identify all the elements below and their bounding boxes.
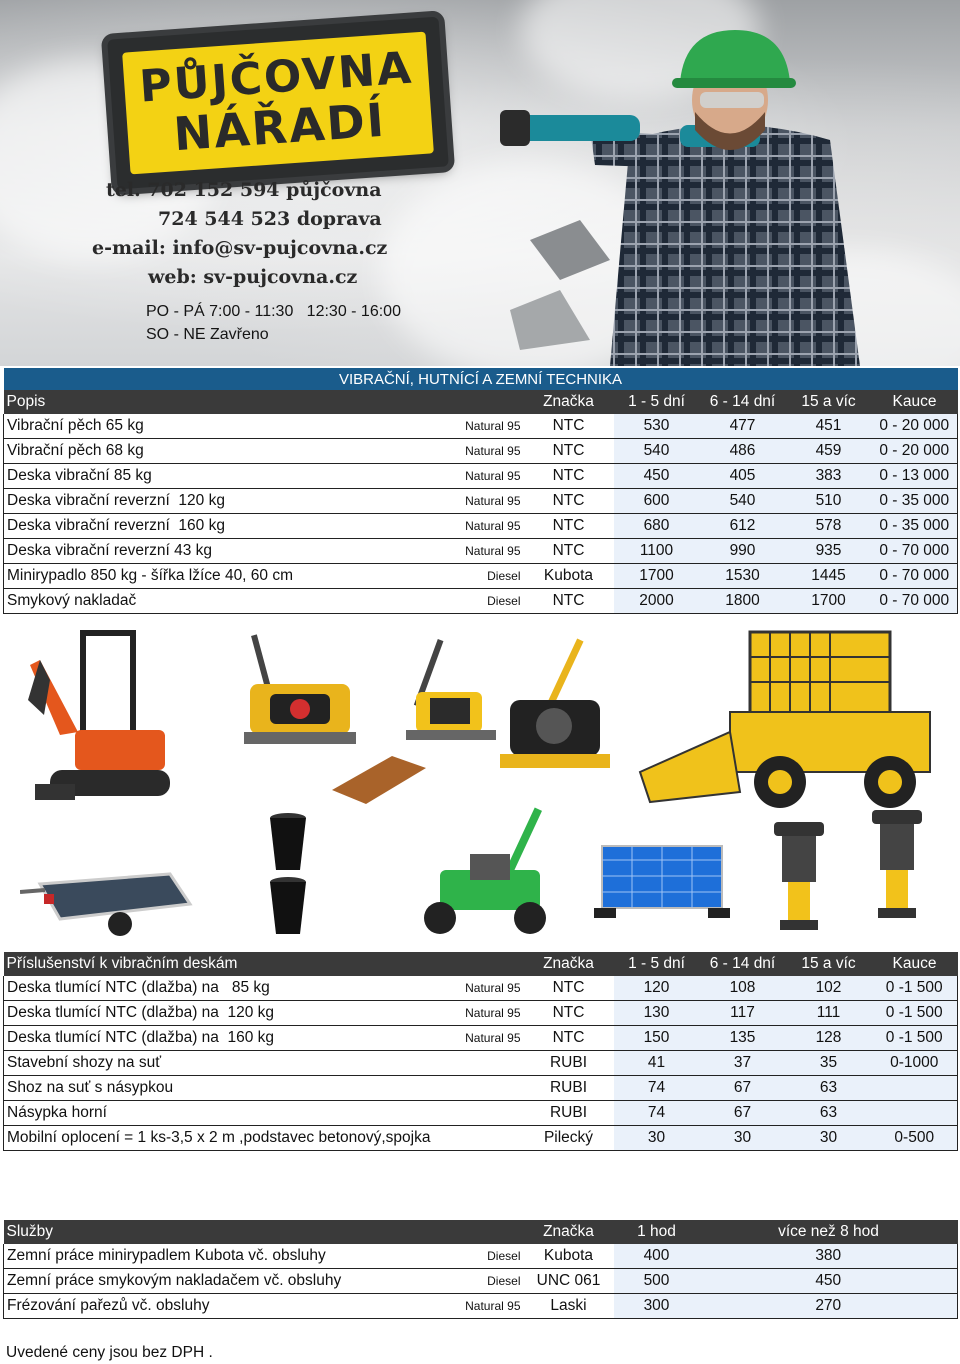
price-15plus: 383 bbox=[786, 464, 872, 489]
table-header bbox=[4, 1220, 958, 1244]
brand: NTC bbox=[524, 514, 614, 539]
brand: NTC bbox=[524, 976, 614, 1001]
brand: NTC bbox=[524, 414, 614, 439]
mini-excavator-image bbox=[20, 620, 180, 816]
service-description: Frézování pařezů vč. obsluhy bbox=[4, 1294, 444, 1319]
table-row bbox=[4, 1001, 958, 1026]
phone-delivery: 724 544 523 doprava bbox=[158, 208, 382, 230]
fuel-type: Natural 95 bbox=[444, 1026, 524, 1051]
col-header: 6 - 14 dní bbox=[700, 952, 786, 976]
fuel-type: Natural 95 bbox=[444, 464, 524, 489]
fuel-type: Diesel bbox=[444, 589, 524, 614]
col-header: 1 - 5 dní bbox=[614, 952, 700, 976]
price-6-14: 30 bbox=[700, 1126, 786, 1151]
price-6-14: 990 bbox=[700, 539, 786, 564]
price-1-5: 2000 bbox=[614, 589, 700, 614]
item-description: Stavební shozy na suť bbox=[4, 1051, 444, 1076]
price-1-5: 530 bbox=[614, 414, 700, 439]
col-header: Značka bbox=[524, 952, 614, 976]
table-row bbox=[4, 1101, 958, 1126]
fuel-type: Diesel bbox=[444, 1269, 524, 1294]
price-1-5: 41 bbox=[614, 1051, 700, 1076]
price-6-14: 1800 bbox=[700, 589, 786, 614]
fuel-type: Natural 95 bbox=[444, 489, 524, 514]
deposit: 0 - 20 000 bbox=[872, 414, 958, 439]
table-row bbox=[4, 1126, 958, 1151]
deposit: 0 -1 500 bbox=[872, 976, 958, 1001]
deposit: 0-1000 bbox=[872, 1051, 958, 1076]
fuel-type: Natural 95 bbox=[444, 976, 524, 1001]
brand: RUBI bbox=[524, 1076, 614, 1101]
price-15plus: 1700 bbox=[786, 589, 872, 614]
price-15plus: 35 bbox=[786, 1051, 872, 1076]
price-1-5: 1100 bbox=[614, 539, 700, 564]
fuel-type: Diesel bbox=[444, 564, 524, 589]
price-6-14: 486 bbox=[700, 439, 786, 464]
section-band bbox=[4, 368, 958, 390]
item-description: Násypka horní bbox=[4, 1101, 444, 1126]
price-15plus: 451 bbox=[786, 414, 872, 439]
price-15plus: 128 bbox=[786, 1026, 872, 1051]
price-6-14: 67 bbox=[700, 1076, 786, 1101]
brand: NTC bbox=[524, 439, 614, 464]
fuel-type: Diesel bbox=[444, 1244, 524, 1269]
col-header: Popis bbox=[4, 390, 444, 414]
price-15plus: 1445 bbox=[786, 564, 872, 589]
table-row bbox=[4, 1294, 958, 1319]
price-15plus: 510 bbox=[786, 489, 872, 514]
service-description: Zemní práce smykovým nakladačem vč. obsluhy bbox=[4, 1269, 444, 1294]
price-1-hour: 400 bbox=[614, 1244, 700, 1269]
table-header bbox=[4, 952, 958, 976]
price-15plus: 578 bbox=[786, 514, 872, 539]
mobile-fence-image bbox=[594, 840, 730, 922]
logo-text-line1: PŮJČOVNA bbox=[137, 42, 415, 113]
col-header: 6 - 14 dní bbox=[700, 390, 786, 414]
table-row bbox=[4, 1026, 958, 1051]
col-header: Služby bbox=[4, 1220, 444, 1244]
brand: UNC 061 bbox=[524, 1269, 614, 1294]
price-1-5: 1700 bbox=[614, 564, 700, 589]
brand: NTC bbox=[524, 539, 614, 564]
brand: Kubota bbox=[524, 1244, 614, 1269]
vibratory-rammer-image-2 bbox=[862, 800, 932, 930]
price-6-14: 135 bbox=[700, 1026, 786, 1051]
deposit bbox=[872, 1101, 958, 1126]
brand: NTC bbox=[524, 1001, 614, 1026]
price-15plus: 30 bbox=[786, 1126, 872, 1151]
logo-text-line2: NÁŘADÍ bbox=[171, 92, 388, 162]
col-header: Značka bbox=[524, 1220, 614, 1244]
deposit bbox=[872, 1076, 958, 1101]
table-row bbox=[4, 489, 958, 514]
trailer-image bbox=[20, 834, 195, 944]
services-table bbox=[3, 1220, 958, 1319]
phone-rental: tel. 702 152 594 půjčovna bbox=[106, 179, 382, 201]
price-1-5: 680 bbox=[614, 514, 700, 539]
price-6-14: 540 bbox=[700, 489, 786, 514]
deposit: 0 - 70 000 bbox=[872, 589, 958, 614]
table-row bbox=[4, 564, 958, 589]
item-description: Mobilní oplocení = 1 ks-3,5 x 2 m ,podstavec betonový,spojka bbox=[4, 1126, 524, 1151]
price-8-plus-hours: 270 bbox=[700, 1294, 958, 1319]
fuel-type bbox=[444, 1076, 524, 1101]
brand: NTC bbox=[524, 1026, 614, 1051]
price-15plus: 935 bbox=[786, 539, 872, 564]
brand: NTC bbox=[524, 589, 614, 614]
price-8-plus-hours: 450 bbox=[700, 1269, 958, 1294]
price-1-5: 600 bbox=[614, 489, 700, 514]
brand: Laski bbox=[524, 1294, 614, 1319]
price-1-5: 74 bbox=[614, 1076, 700, 1101]
section-title: VIBRAČNÍ, HUTNÍCÍ A ZEMNÍ TECHNIKA bbox=[4, 368, 958, 390]
accessories-table bbox=[3, 952, 958, 1151]
vibratory-plate-image-3 bbox=[490, 630, 620, 780]
rubble-chute-image-1 bbox=[268, 812, 308, 874]
price-1-5: 30 bbox=[614, 1126, 700, 1151]
fuel-type: Natural 95 bbox=[444, 414, 524, 439]
vibratory-plate-image-1 bbox=[240, 624, 360, 754]
deposit: 0 -1 500 bbox=[872, 1001, 958, 1026]
service-description: Zemní práce minirypadlem Kubota vč. obsluhy bbox=[4, 1244, 444, 1269]
col-header: 1 hod bbox=[614, 1220, 700, 1244]
price-15plus: 63 bbox=[786, 1076, 872, 1101]
col-header: 15 a víc bbox=[786, 952, 872, 976]
table-header bbox=[4, 390, 958, 414]
col-header: 15 a víc bbox=[786, 390, 872, 414]
item-description: Deska tlumící NTC (dlažba) na 160 kg bbox=[4, 1026, 444, 1051]
deposit: 0 - 35 000 bbox=[872, 514, 958, 539]
item-description: Deska tlumící NTC (dlažba) na 120 kg bbox=[4, 1001, 444, 1026]
deposit: 0 - 20 000 bbox=[872, 439, 958, 464]
col-header: 1 - 5 dní bbox=[614, 390, 700, 414]
price-15plus: 102 bbox=[786, 976, 872, 1001]
col-header: Kauce bbox=[872, 952, 958, 976]
rubble-chute-image-2 bbox=[268, 876, 308, 938]
item-description: Smykový nakladač bbox=[4, 589, 444, 614]
table-row bbox=[4, 539, 958, 564]
hours-weekend: SO - NE Zavřeno bbox=[146, 326, 269, 343]
col-header: Kauce bbox=[872, 390, 958, 414]
stump-grinder-image bbox=[400, 800, 580, 940]
vat-footnote: Uvedené ceny jsou bez DPH . bbox=[6, 1344, 213, 1361]
table-row bbox=[4, 1244, 958, 1269]
price-1-5: 120 bbox=[614, 976, 700, 1001]
fuel-type: Natural 95 bbox=[444, 539, 524, 564]
price-1-hour: 300 bbox=[614, 1294, 700, 1319]
col-header: více než 8 hod bbox=[700, 1220, 958, 1244]
web-address: web: sv-pujcovna.cz bbox=[148, 266, 358, 288]
email-address: e-mail: info@sv-pujcovna.cz bbox=[92, 237, 388, 259]
table-row bbox=[4, 414, 958, 439]
item-description: Shoz na suť s násypkou bbox=[4, 1076, 444, 1101]
price-1-5: 74 bbox=[614, 1101, 700, 1126]
table-row bbox=[4, 589, 958, 614]
price-6-14: 1530 bbox=[700, 564, 786, 589]
price-8-plus-hours: 380 bbox=[700, 1244, 958, 1269]
deposit: 0 - 70 000 bbox=[872, 564, 958, 589]
table-row bbox=[4, 464, 958, 489]
opening-hours bbox=[146, 300, 401, 346]
deposit: 0-500 bbox=[872, 1126, 958, 1151]
table-row bbox=[4, 514, 958, 539]
brand: RUBI bbox=[524, 1051, 614, 1076]
deposit: 0 - 13 000 bbox=[872, 464, 958, 489]
price-1-hour: 500 bbox=[614, 1269, 700, 1294]
fuel-type: Natural 95 bbox=[444, 439, 524, 464]
skid-steer-loader-image bbox=[630, 622, 950, 812]
equipment-table bbox=[3, 368, 958, 614]
item-description: Vibrační pěch 68 kg bbox=[4, 439, 444, 464]
price-6-14: 37 bbox=[700, 1051, 786, 1076]
brand: NTC bbox=[524, 489, 614, 514]
price-15plus: 459 bbox=[786, 439, 872, 464]
deposit: 0 - 35 000 bbox=[872, 489, 958, 514]
item-description: Deska vibrační reverzní 120 kg bbox=[4, 489, 444, 514]
price-6-14: 612 bbox=[700, 514, 786, 539]
fuel-type bbox=[444, 1101, 524, 1126]
price-6-14: 108 bbox=[700, 976, 786, 1001]
fuel-type bbox=[444, 1051, 524, 1076]
price-1-5: 150 bbox=[614, 1026, 700, 1051]
item-description: Deska tlumící NTC (dlažba) na 85 kg bbox=[4, 976, 444, 1001]
price-1-5: 540 bbox=[614, 439, 700, 464]
hero-banner bbox=[0, 0, 960, 366]
table-row bbox=[4, 976, 958, 1001]
item-description: Deska vibrační reverzní 160 kg bbox=[4, 514, 444, 539]
price-6-14: 477 bbox=[700, 414, 786, 439]
company-logo bbox=[107, 17, 449, 190]
item-description: Minirypadlo 850 kg - šířka lžíce 40, 60 cm bbox=[4, 564, 444, 589]
item-description: Deska vibrační reverzní 43 kg bbox=[4, 539, 444, 564]
fuel-type: Natural 95 bbox=[444, 1294, 524, 1319]
col-header: Značka bbox=[524, 390, 614, 414]
price-6-14: 405 bbox=[700, 464, 786, 489]
deposit: 0 - 70 000 bbox=[872, 539, 958, 564]
deposit: 0 -1 500 bbox=[872, 1026, 958, 1051]
hours-weekday: PO - PÁ 7:00 - 11:30 12:30 - 16:00 bbox=[146, 303, 401, 320]
fuel-type: Natural 95 bbox=[444, 514, 524, 539]
price-1-5: 130 bbox=[614, 1001, 700, 1026]
price-15plus: 63 bbox=[786, 1101, 872, 1126]
item-description: Vibrační pěch 65 kg bbox=[4, 414, 444, 439]
table-row bbox=[4, 439, 958, 464]
price-15plus: 111 bbox=[786, 1001, 872, 1026]
price-6-14: 67 bbox=[700, 1101, 786, 1126]
col-header: Příslušenství k vibračním deskám bbox=[4, 952, 444, 976]
brand: Kubota bbox=[524, 564, 614, 589]
table-row bbox=[4, 1269, 958, 1294]
contact-block bbox=[92, 176, 492, 292]
table-row bbox=[4, 1051, 958, 1076]
vibratory-rammer-image-1 bbox=[764, 812, 834, 942]
brand: RUBI bbox=[524, 1101, 614, 1126]
table-row bbox=[4, 1076, 958, 1101]
equipment-gallery bbox=[0, 612, 960, 948]
item-description: Deska vibrační 85 kg bbox=[4, 464, 444, 489]
price-6-14: 117 bbox=[700, 1001, 786, 1026]
worker-illustration bbox=[500, 20, 960, 366]
fuel-type: Natural 95 bbox=[444, 1001, 524, 1026]
brand: NTC bbox=[524, 464, 614, 489]
price-1-5: 450 bbox=[614, 464, 700, 489]
brand: Pilecký bbox=[524, 1126, 614, 1151]
